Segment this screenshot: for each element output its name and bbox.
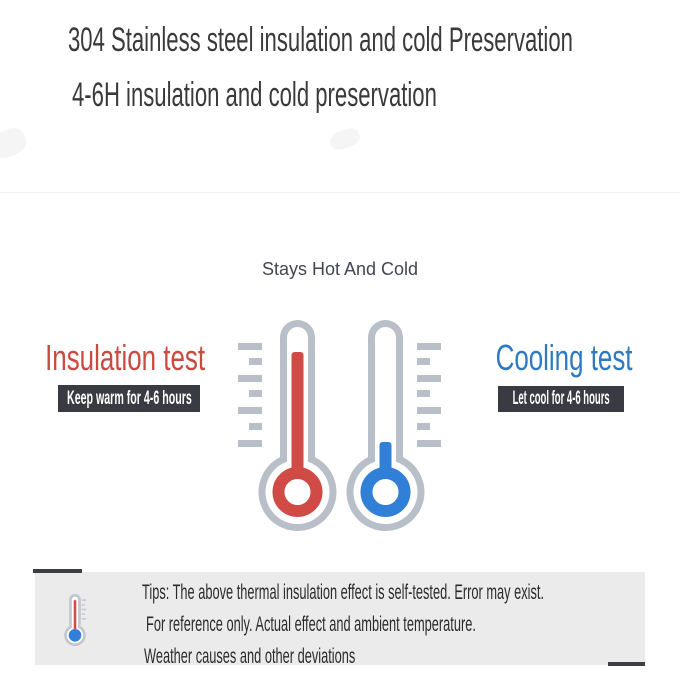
tips-line-3: Weather causes and other deviations: [144, 645, 356, 668]
thermometers-illustration: [235, 315, 447, 545]
panel-corner-dash-top: [33, 569, 82, 573]
insulation-badge-label: Keep warm for 4-6 hours: [66, 387, 192, 409]
section-divider: [0, 192, 680, 193]
panel-corner-dash-bottom: [608, 662, 645, 666]
section-heading: Stays Hot And Cold: [261, 259, 419, 279]
insulation-badge: [58, 385, 200, 412]
insulation-test-title: Insulation test: [45, 337, 206, 378]
cooling-test-title: Cooling test: [495, 337, 633, 378]
watermark-smudge: [328, 125, 362, 152]
insulation-test-title-wrap: [18, 338, 233, 378]
cooling-test-title-wrap: [475, 338, 653, 378]
mini-thermometer-icon: [57, 592, 93, 648]
hot-thermometer-icon: [238, 320, 337, 531]
main-title: 304 Stainless steel insulation and cold Preservation: [68, 21, 573, 59]
watermark-smudge: [0, 124, 30, 162]
cold-thermometer-icon: [347, 320, 442, 531]
cooling-badge-label: Let cool for 4-6 hours: [512, 388, 610, 409]
tips-line-2: For reference only. Actual effect and ambient temperature.: [146, 613, 476, 636]
cooling-badge: [498, 386, 624, 412]
tips-line-1: Tips: The above thermal insulation effect is self-tested. Error may exist.: [142, 581, 545, 604]
subtitle: 4-6H insulation and cold preservation: [72, 76, 437, 114]
